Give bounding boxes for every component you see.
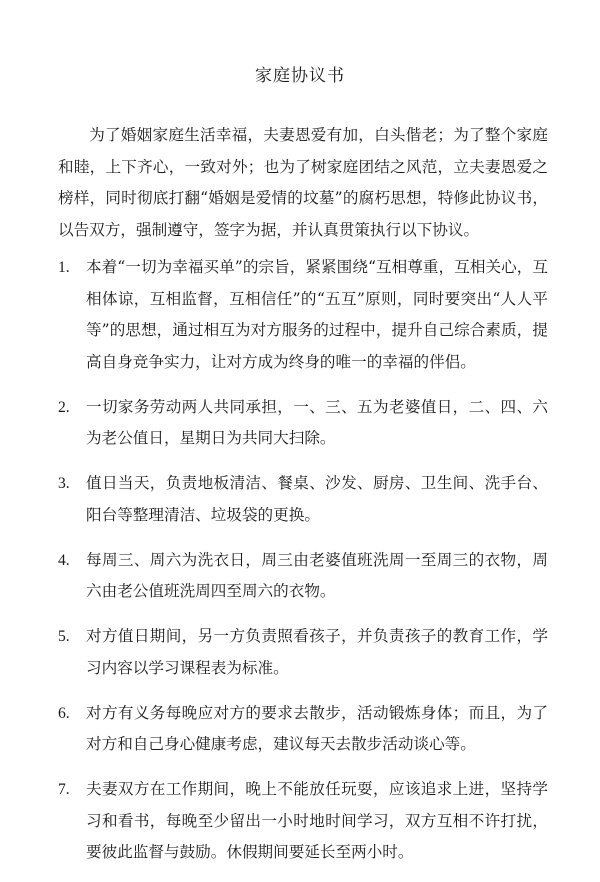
clause-item — [58, 621, 548, 684]
document-title: 家庭协议书 — [255, 66, 345, 86]
clause-number: 1. — [58, 259, 70, 276]
clause-number: 2. — [58, 398, 70, 416]
clause-text: 对方有义务每晚应对方的要求去散步，活动锻炼身体；而且，为了对方和自己身心健康考虑，建议每天去散步活动谈心等。 — [86, 703, 548, 753]
clause-list — [58, 252, 548, 882]
clause-text: 本着“一切为幸福买单”的宗旨，紧紧围绕“互相尊重，互相关心，互相体谅，互相监督，互相信任”的“五互”原则，同时要突出“人人平等”的思想，通过相互为对方服务的过程中，提升自己综合素质，提高自身竞争实力，让对方成为终身的唯一的幸福的伴侣。 — [86, 258, 548, 371]
clause-number: 5. — [58, 628, 70, 645]
clause-number: 4. — [58, 551, 70, 569]
clause-text: 对方值日期间，另一方负责照看孩子，并负责孩子的教育工作，学习内容以学习课程表为标准。 — [86, 627, 548, 677]
clause-item — [58, 774, 548, 869]
clause-text: 值日当天，负责地板清洁、餐桌、沙发、厨房、卫生间、洗手台、阳台等整理清洁、垃圾袋的更换。 — [86, 474, 548, 524]
clause-number: 3. — [58, 475, 70, 492]
clause-number: 7. — [58, 781, 70, 798]
intro-paragraph: 为了婚姻家庭生活幸福，夫妻恩爱有加，白头偕老；为了整个家庭和睦，上下齐心，一致对外；也为了树家庭团结之风范，立夫妻恩爱之榜样，同时彻底打翻“婚姻是爱情的坟墓”的腐朽思想，特修此协议书，以告双方，强制遵守，签字为据，并认真贯策执行以下协议。 — [58, 126, 548, 239]
clause-item — [58, 545, 548, 608]
clause-item — [58, 468, 548, 531]
clause-item — [58, 252, 548, 378]
clause-item — [58, 698, 548, 761]
clause-number: 6. — [58, 704, 70, 722]
clause-text: 夫妻双方在工作期间，晚上不能放任玩耍，应该追求上进，坚持学习和看书，每晚至少留出一小时地时间学习，双方互相不许打扰，要彼此监督与鼓励。休假期间要延长至两小时。 — [86, 780, 548, 861]
clause-text: 每周三、周六为洗衣日，周三由老婆值班洗周一至周三的衣物，周六由老公值班洗周四至周六的衣物。 — [86, 550, 548, 600]
clause-item — [58, 392, 548, 455]
clause-text: 一切家务劳动两人共同承担，一、三、五为老婆值日，二、四、六为老公值日，星期日为共同大扫除。 — [86, 397, 548, 447]
